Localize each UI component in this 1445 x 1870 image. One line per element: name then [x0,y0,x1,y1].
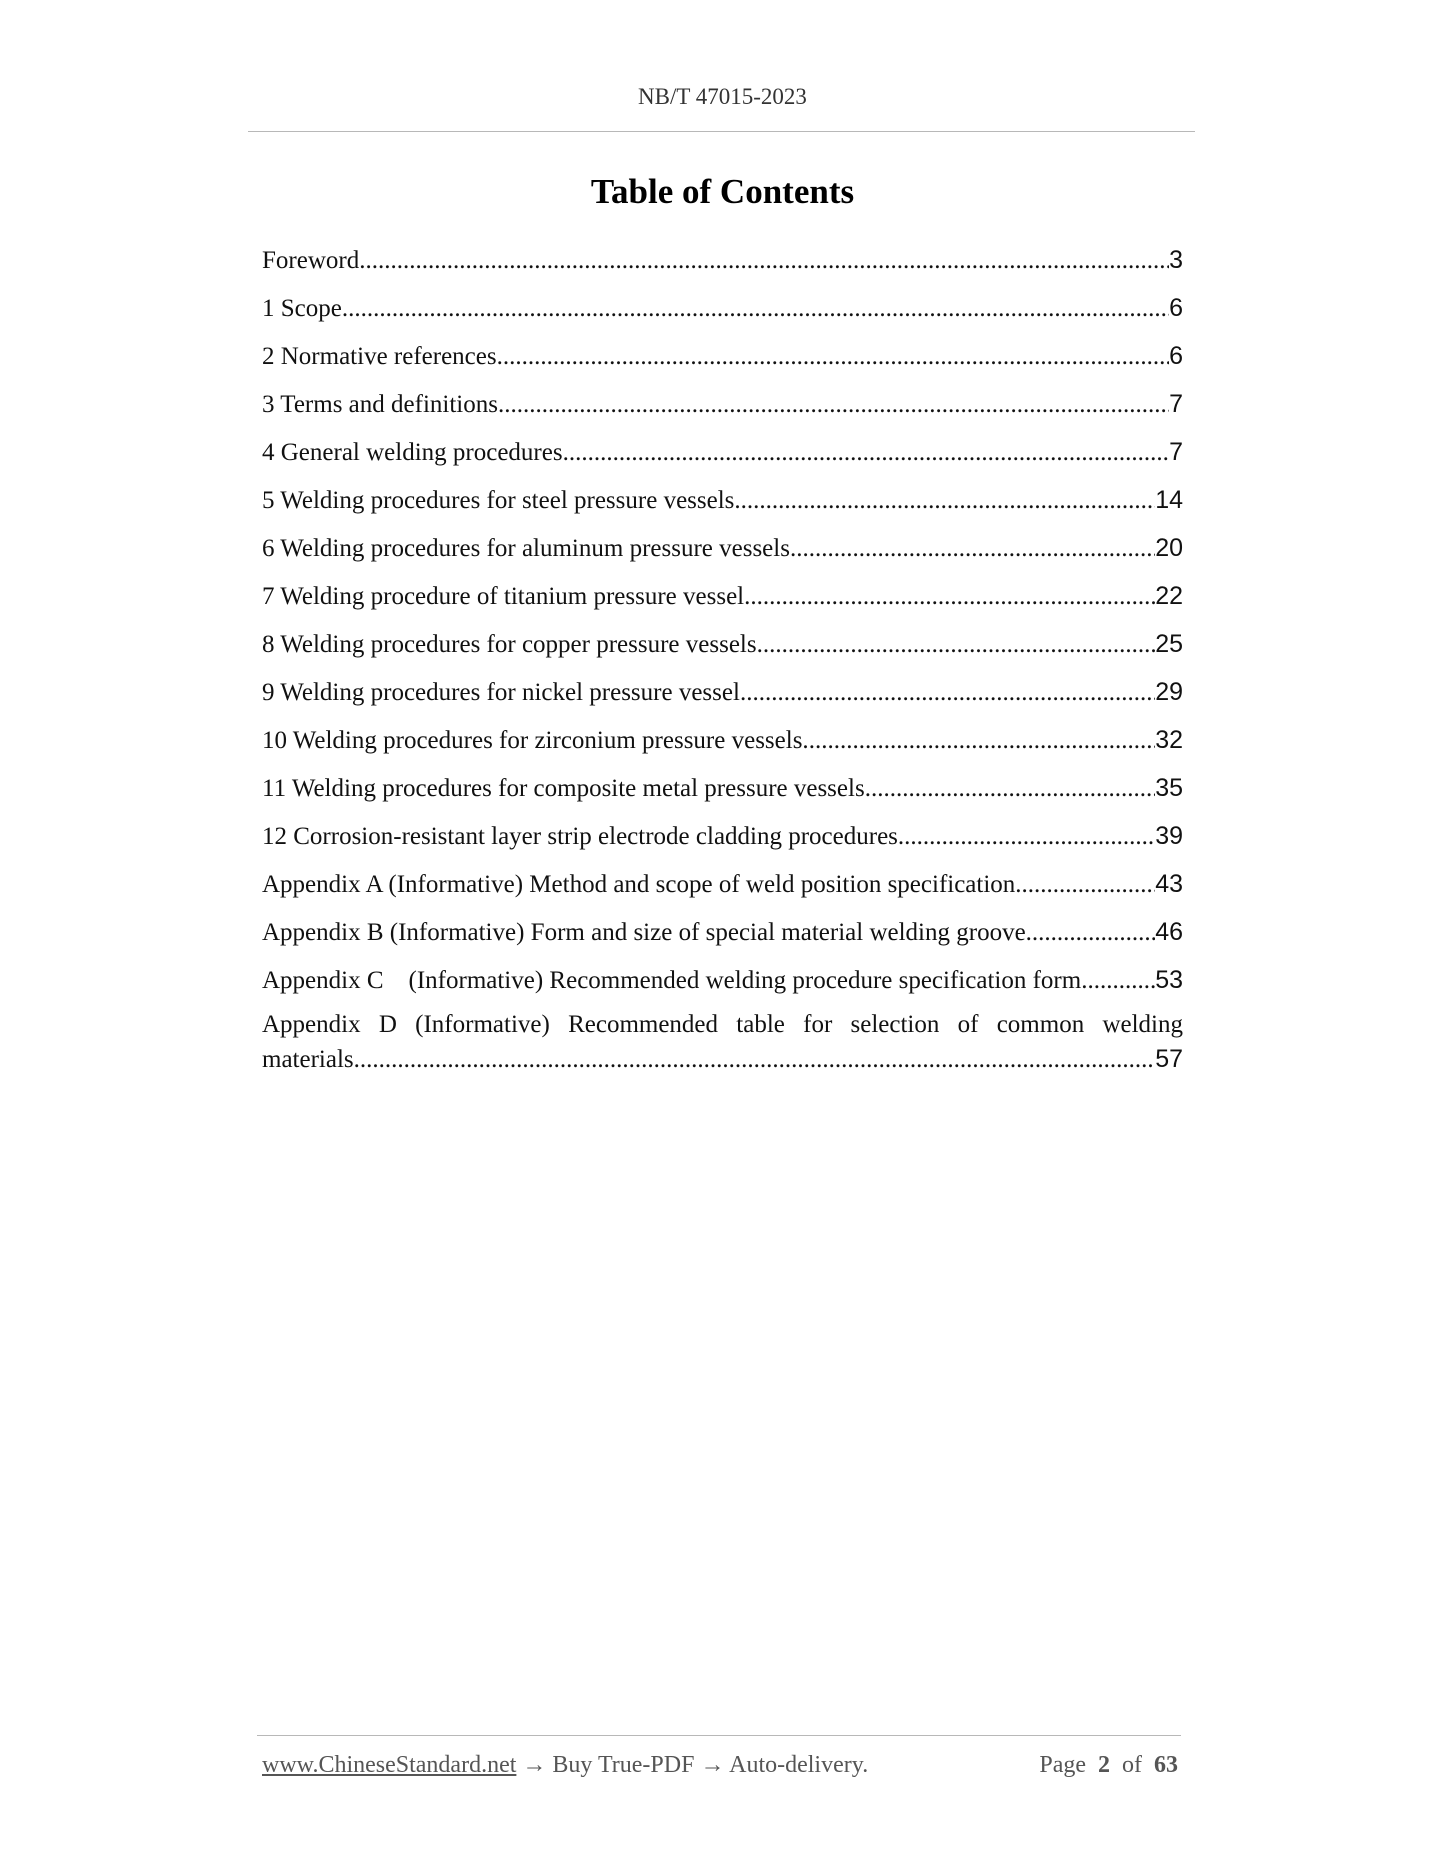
toc-list [262,240,1183,1077]
promo-text: → Buy True-PDF → Auto-delivery. [516,1752,869,1778]
toc-entry-page: 57 [1155,1045,1183,1073]
toc-leader-dots [757,625,1156,665]
toc-leader-dots [497,337,1169,377]
toc-entry-label: Foreword [262,247,360,274]
toc-entry-label: 11 Welding procedures for composite metal pressure vessels [262,775,865,802]
toc-entry-label: Appendix B (Informative) Form and size of special material welding groove [262,919,1026,946]
toc-leader-dots [354,1043,1156,1077]
toc-leader-dots [790,529,1155,569]
toc-leader-dots [359,241,1169,281]
footer-divider [257,1735,1181,1736]
toc-entry-zirconium-vessels[interactable] [262,720,1183,768]
toc-leader-dots [1026,913,1156,953]
toc-entry-page: 6 [1169,294,1183,322]
toc-entry-page: 6 [1169,342,1183,370]
toc-entry-page: 7 [1169,390,1183,418]
toc-leader-dots [342,289,1169,329]
toc-entry-label: 4 General welding procedures [262,439,563,466]
toc-entry-label: 8 Welding procedures for copper pressure vessels [262,631,757,658]
toc-entry-page: 53 [1155,966,1183,994]
toc-entry-titanium-vessel[interactable] [262,576,1183,624]
toc-entry-copper-vessels[interactable] [262,624,1183,672]
toc-entry-label: 1 Scope [262,295,342,322]
toc-title: Table of Contents [590,172,855,211]
toc-entry-label: 2 Normative references [262,343,497,370]
toc-entry-appendix-a[interactable] [262,864,1183,912]
toc-leader-dots [563,433,1170,473]
toc-entry-page: 3 [1169,246,1183,274]
toc-entry-label: 12 Corrosion-resistant layer strip electrode cladding procedures [262,823,898,850]
toc-entry-label: Appendix A (Informative) Method and scope of weld position specification [262,871,1016,898]
page-indicator [1039,1752,1178,1779]
toc-entry-steel-vessels[interactable] [262,480,1183,528]
toc-leader-dots [898,817,1155,857]
toc-entry-label-line1: Appendix D (Informative) Recommended table for selection of common welding [262,1011,1183,1038]
toc-entry-label-line2-row [262,1042,1183,1077]
running-header: NB/T 47015-2023 [638,84,807,109]
toc-entry-scope[interactable] [262,288,1183,336]
toc-entry-page: 32 [1155,726,1183,754]
toc-entry-page: 14 [1155,486,1183,514]
toc-entry-page: 7 [1169,438,1183,466]
footer-promo [262,1752,868,1779]
toc-entry-aluminum-vessels[interactable] [262,528,1183,576]
toc-entry-nickel-vessel[interactable] [262,672,1183,720]
toc-entry-general-welding[interactable] [262,432,1183,480]
toc-leader-dots [809,721,1156,761]
toc-entry-label: 5 Welding procedures for steel pressure vessels [262,487,735,514]
toc-entry-label-line2: materials [262,1046,354,1073]
toc-leader-dots [865,769,1156,809]
toc-entry-page: 35 [1155,774,1183,802]
toc-entry-appendix-b[interactable] [262,912,1183,960]
toc-entry-label: Appendix C (Informative) Recommended welding procedure specification form [262,967,1082,994]
toc-entry-label: 3 Terms and definitions [262,391,498,418]
page-total: 63 [1154,1752,1178,1778]
toc-entry-label: 7 Welding procedure of titanium pressure vessel [262,583,745,610]
toc-leader-dots [1081,961,1155,1001]
of-label: of [1122,1752,1142,1778]
toc-entry-terms-definitions[interactable] [262,384,1183,432]
toc-entry-label: 6 Welding procedures for aluminum pressure vessels [262,535,790,562]
toc-entry-page: 22 [1155,582,1183,610]
toc-leader-dots [744,577,1155,617]
toc-entry-label: 10 Welding procedures for zirconium pressure vessels. [262,727,809,754]
toc-entry-page: 20 [1155,534,1183,562]
toc-leader-dots [740,673,1155,713]
toc-entry-page: 25 [1155,630,1183,658]
toc-entry-normative-references[interactable] [262,336,1183,384]
toc-entry-foreword[interactable] [262,240,1183,288]
toc-leader-dots [734,481,1155,521]
page-label: Page [1039,1752,1086,1778]
toc-entry-page: 29 [1155,678,1183,706]
toc-entry-composite-vessels[interactable] [262,768,1183,816]
toc-leader-dots [498,385,1169,425]
site-link[interactable]: www.ChineseStandard.net [262,1752,517,1778]
toc-entry-label: 9 Welding procedures for nickel pressure vessel [262,679,740,706]
toc-entry-page: 46 [1155,918,1183,946]
toc-entry-strip-cladding[interactable] [262,816,1183,864]
toc-entry-page: 43 [1155,870,1183,898]
toc-entry-page: 39 [1155,822,1183,850]
page-number: 2 [1098,1752,1110,1778]
toc-entry-appendix-d[interactable] [262,1008,1183,1077]
toc-leader-dots [1015,865,1155,905]
toc-entry-appendix-c[interactable] [262,960,1183,1008]
header-divider [248,131,1195,132]
